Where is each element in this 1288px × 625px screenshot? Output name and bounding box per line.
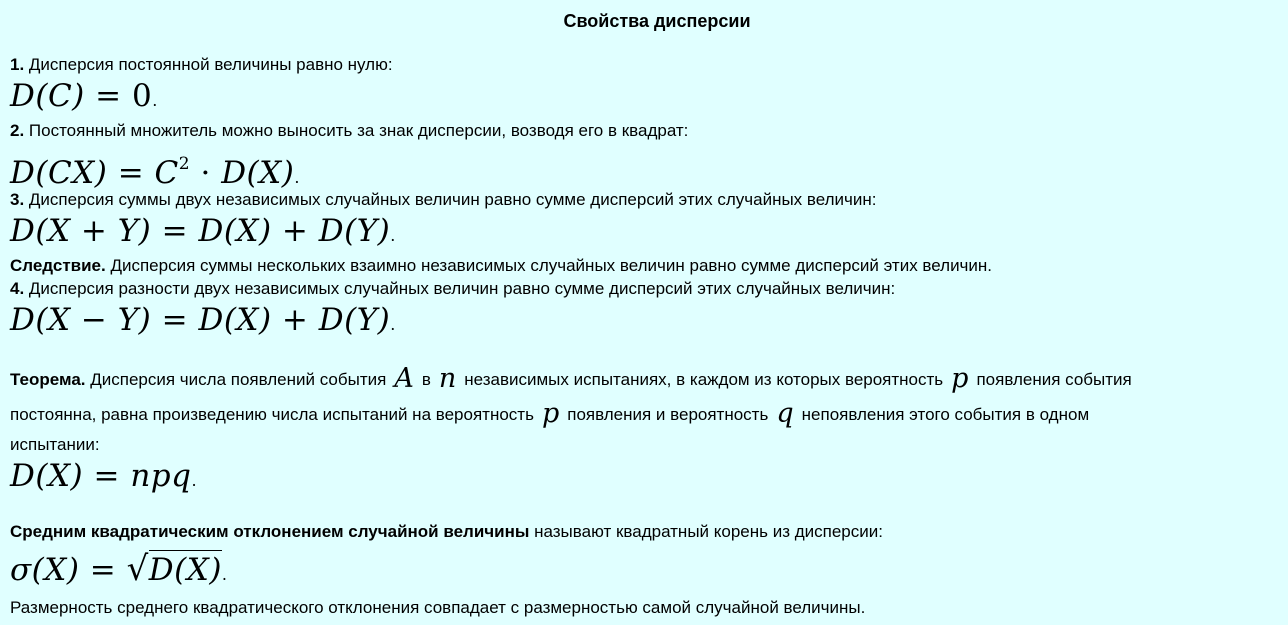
formula-eq: = — [89, 552, 117, 588]
std-description: называют квадратный корень из дисперсии: — [529, 522, 883, 541]
formula-1 — [10, 78, 158, 119]
property-number: 2. — [10, 121, 25, 140]
property-number: 3. — [10, 190, 25, 209]
theorem-line-1 — [10, 363, 1132, 394]
formula-lhs: D(CX) — [10, 155, 108, 191]
formula-eq: = — [95, 78, 122, 114]
formula-end: . — [294, 168, 300, 187]
formula-4 — [10, 302, 396, 343]
theorem-text: Дисперсия числа появлений события — [85, 370, 387, 389]
page-title: Свойства дисперсии — [563, 11, 751, 31]
property-2-text — [10, 120, 688, 142]
formula-rhs: D(X) — [221, 155, 295, 191]
property-number: 1. — [10, 55, 25, 74]
square-root-sign: √ — [126, 549, 149, 589]
theorem-text: независимых испытаниях, в каждом из которых вероятность — [464, 370, 944, 389]
variable-q: q — [776, 398, 794, 429]
formula-3 — [10, 213, 396, 254]
variable-n: n — [438, 363, 457, 394]
theorem-label: Теорема. — [10, 370, 86, 389]
formula-5 — [10, 458, 197, 499]
theorem-text: в — [421, 370, 431, 389]
formula-exponent: 2 — [178, 154, 191, 174]
formula-rhs: D(X) + D(Y) — [198, 213, 391, 249]
theorem-text: непоявления этого события в одном — [801, 405, 1090, 424]
formula-rhs: 0 — [131, 78, 153, 114]
formula-rhs: D(X) — [148, 552, 222, 588]
variable-a: A — [394, 363, 414, 394]
property-description: Дисперсия разности двух независимых случайных величин равно сумме дисперсий этих случайных величин: — [24, 279, 896, 298]
property-3-text — [10, 189, 877, 211]
theorem-text: появления и вероятность — [567, 405, 769, 424]
property-description: Постоянный множитель можно выносить за знак дисперсии, возводя его в квадрат: — [24, 121, 689, 140]
theorem-text: постоянна, равна произведению числа испытаний на вероятность — [10, 405, 534, 424]
formula-rhs: npq — [130, 458, 192, 494]
property-description: Дисперсия постоянной величины равно нулю: — [24, 55, 393, 74]
formula-eq: = — [117, 155, 145, 191]
property-description: Дисперсия суммы двух независимых случайных величин равно сумме дисперсий этих случайных величин: — [24, 190, 877, 209]
property-4-text — [10, 278, 895, 300]
std-label: Средним квадратическим отклонением случайной величины — [10, 522, 530, 541]
formula-eq: = — [93, 458, 120, 494]
formula-dot: · — [200, 155, 211, 191]
formula-lhs: σ(X) — [10, 552, 80, 588]
formula-lhs: D(X + Y) — [10, 213, 152, 249]
formula-lhs: D(X) — [10, 458, 84, 494]
corollary-label: Следствие. — [10, 256, 106, 275]
formula-constant: C — [154, 155, 179, 191]
corollary-text — [10, 255, 992, 277]
formula-end: . — [152, 91, 158, 110]
closing-text: Размерность среднего квадратического отклонения совпадает с размерностью самой случайной величины. — [10, 598, 866, 617]
variable-p: p — [541, 398, 560, 429]
theorem-line-3: испытании: — [10, 435, 100, 454]
property-1-text — [10, 54, 393, 76]
std-definition — [10, 521, 883, 543]
formula-lhs: D(C) — [10, 78, 85, 114]
theorem-line-2 — [10, 398, 1090, 429]
formula-end: . — [390, 226, 396, 245]
formula-end: . — [221, 565, 228, 584]
formula-eq: = — [161, 302, 189, 338]
formula-end: . — [390, 315, 396, 334]
formula-6 — [10, 551, 228, 593]
formula-eq: = — [161, 213, 189, 249]
theorem-text: появления события — [976, 370, 1132, 389]
formula-rhs: D(X) + D(Y) — [198, 302, 391, 338]
property-number: 4. — [10, 279, 25, 298]
variable-p: p — [951, 363, 969, 394]
formula-lhs: D(X − Y) — [10, 302, 152, 338]
formula-end: . — [191, 471, 198, 490]
corollary-description: Дисперсия суммы нескольких взаимно независимых случайных величин равно сумме дисперсий этих величин. — [105, 256, 993, 275]
